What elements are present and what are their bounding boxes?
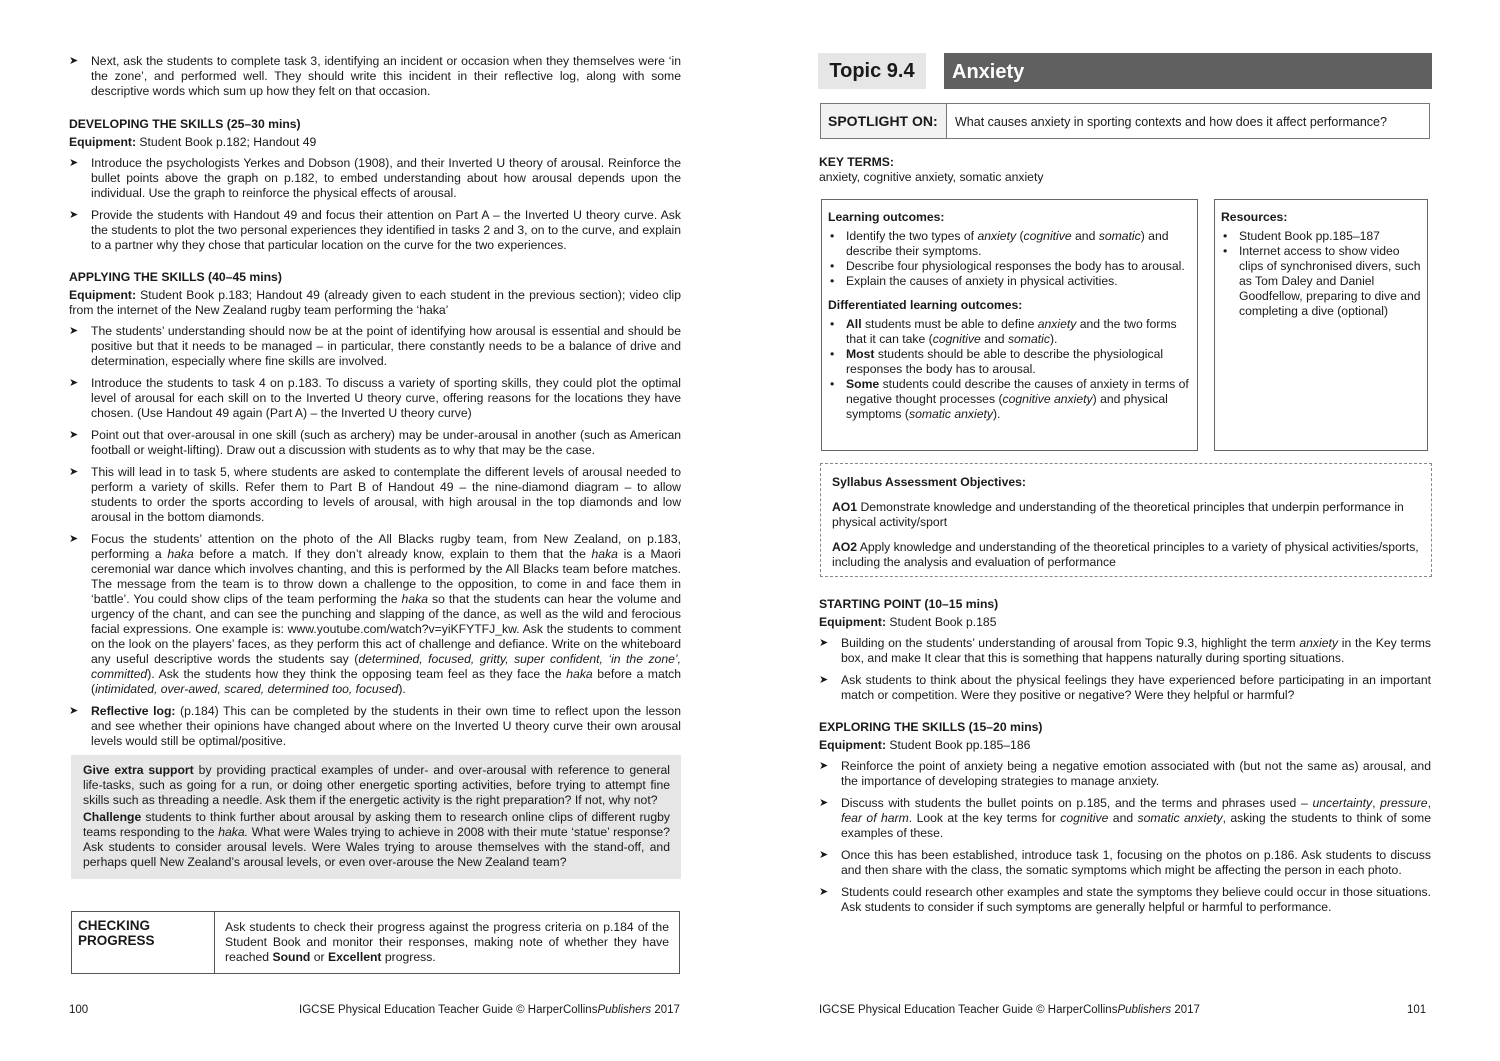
- key-terms-label: KEY TERMS:: [819, 155, 894, 169]
- list-item: ➤ Ask students to think about the physical feelings they have experienced before participating in an important match or competition. Were they positive or negative? Were they helpful or harmful?: [819, 673, 1431, 702]
- syllabus-heading: Syllabus Assessment Objectives:: [832, 475, 1026, 489]
- starting-equipment: Equipment: Student Book p.185: [819, 615, 997, 629]
- list-item: ➤ Once this has been established, introduce task 1, focusing on the photos on p.186. Ask students to discuss and then share with the class, the somatic symptoms which might be affecting the person in each photo.: [819, 848, 1431, 877]
- arrow-bullet-icon: ➤: [69, 55, 79, 67]
- arrow-bullet-icon: ➤: [69, 429, 79, 441]
- page-number: 100: [69, 1004, 89, 1016]
- ao2-text: AO2 Apply knowledge and understanding of the theoretical principles to a variety of physical activities/sports, including the analysis and evaluation of performance: [832, 540, 1419, 569]
- list-item: • Some students could describe the causes of anxiety in terms of negative thought processes (cognitive anxiety) and physical symptoms (somatic anxiety).: [828, 377, 1191, 422]
- arrow-bullet-icon: ➤: [69, 705, 79, 717]
- list-item: ➤ Building on the students’ understanding of arousal from Topic 9.3, highlight the term anxiety in the Key terms box, and make It clear that this is something that happens naturally during sporting situations.: [819, 636, 1431, 665]
- learning-outcomes-list: [828, 229, 1191, 289]
- list-item: • All students must be able to define anxiety and the two forms that it can take (cognitive and somatic).: [828, 317, 1191, 347]
- starting-heading: STARTING POINT (10–15 mins): [819, 597, 999, 611]
- left-content: [69, 54, 681, 756]
- arrow-bullet-icon: ➤: [69, 209, 79, 221]
- differentiated-list: [828, 317, 1191, 422]
- syllabus-box: [820, 463, 1432, 577]
- arrow-bullet-icon: ➤: [819, 637, 829, 649]
- learning-outcomes-heading: Learning outcomes:: [828, 210, 945, 224]
- arrow-bullet-icon: ➤: [819, 797, 829, 809]
- list-item: • Explain the causes of anxiety in physical activities.: [828, 274, 1191, 289]
- arrow-bullet-icon: ➤: [819, 886, 829, 898]
- arrow-bullet-icon: ➤: [819, 760, 829, 772]
- haka-bullet: ➤ Focus the students’ attention on the photo of the All Blacks rugby team, from New Zealand, on p.183, performing a haka before a match. If they don’t already know, explain to them that the haka is a Maori ceremonial war dance which involves chanting, and this is performed by the All Blacks team before matches. The message from the team is to throw down a challenge to the opposition, to come in and face them in ‘battle’. You could show clips of the team performing the haka so that the students can hear the volume and urgency of the chant, and can see the punching and slapping of the dance, as well as the wild and ferocious facial expressions. One example is: www.youtube.com/watch?v=yiKFYTFJ_kw. Ask the students to comment on the look on the players’ faces, as they perform this act of challenge and defiance. Write on the whiteboard any useful descriptive words the students say (determined, focused, gritty, super confident, ‘in the zone’, committed). Ask the students how they think the opposing team feel as they face the haka before a match (intimidated, over-awed, scared, determined too, focused).: [69, 532, 682, 696]
- page-number: 101: [1407, 1004, 1427, 1016]
- checking-progress-label: CHECKING PROGRESS: [72, 912, 215, 973]
- resources-heading: Resources:: [1221, 210, 1288, 224]
- list-item: ➤ Introduce the psychologists Yerkes and Dobson (1908), and their Inverted U theory of arousal. Reinforce the bullet points above the graph on p.182, to embed understanding about how arousal depends upon the individual. Use the graph to reinforce the physical effects of arousal.: [69, 156, 681, 200]
- list-item: ➤ Introduce the students to task 4 on p.183. To discuss a variety of sporting skills, they could plot the optimal level of arousal for each skill on to the Inverted U theory curve, offering reasons for the locations they have chosen. (Use Handout 49 again (Part A) – the Inverted U theory curve): [69, 376, 681, 420]
- list-item: • Identify the two types of anxiety (cognitive and somatic) and describe their symptoms.: [828, 229, 1191, 259]
- checking-progress-box: [71, 911, 680, 974]
- list-item: ➤ This will lead in to task 5, where students are asked to contemplate the different levels of arousal needed to perform a variety of skills. Refer them to Part B of Handout 49 – the nine-diamond diagram – to allow students to order the sports according to levels of arousal, with high arousal in the top diamonds and low arousal in the bottom diamonds.: [69, 465, 681, 524]
- list-item: ➤ Provide the students with Handout 49 and focus their attention on Part A – the Inverted U theory curve. Ask the students to plot the two personal experiences they identified in tasks 2 and 3, on to the curve, and explain to a partner why they chose that particular location on the curve for the two experiences.: [69, 208, 681, 252]
- challenge-text: Challenge students to think further about arousal by asking them to research online clips of different rugby teams responding to the haka. What were Wales trying to achieve in 2008 with their mute ‘statue’ response? Ask students to consider arousal levels. Were Wales trying to arouse themselves with the stand-off, and perhaps quell New Zealand’s arousal levels, or even over-arouse the New Zealand team?: [83, 810, 670, 869]
- list-item: ➤ Reinforce the point of anxiety being a negative emotion associated with (but not the same as) arousal, and the importance of developing strategies to manage anxiety.: [819, 759, 1431, 788]
- list-item: • Internet access to show video clips of synchronised divers, such as Tom Daley and Daniel Goodfellow, preparing to dive and completing a dive (optional): [1221, 244, 1421, 319]
- arrow-bullet-icon: ➤: [69, 157, 79, 169]
- resources-box: [1214, 199, 1428, 451]
- exploring-heading: EXPLORING THE SKILLS (15–20 mins): [819, 720, 1043, 734]
- spotlight-box: [820, 103, 1430, 139]
- applying-heading: APPLYING THE SKILLS (40–45 mins): [69, 270, 282, 284]
- list-item: ➤ Students could research other examples and state the symptoms they believe could occur in those situations. Ask students to consider if such symptoms are generally helpful or harmful to performance.: [819, 885, 1431, 914]
- arrow-bullet-icon: ➤: [819, 674, 829, 686]
- arrow-bullet-icon: ➤: [69, 533, 79, 545]
- differentiated-heading: Differentiated learning outcomes:: [828, 298, 1023, 312]
- intro-bullet: ➤ Next, ask the students to complete task 3, identifying an incident or occasion when they themselves were ‘in the zone’, and performed well. They should write this incident in their reflective log, along with some descriptive words which sum up how they felt on that occasion.: [69, 54, 681, 98]
- resources-list: [1221, 229, 1421, 319]
- right-page: [750, 0, 1500, 1061]
- spotlight-label: SPOTLIGHT ON:: [821, 104, 947, 138]
- key-terms-text: anxiety, cognitive anxiety, somatic anxiety: [819, 170, 1044, 184]
- list-item: ➤ Point out that over-arousal in one skill (such as archery) may be under-arousal in another (such as American football or weight-lifting). Draw out a discussion with students as to why that may be the case.: [69, 428, 681, 457]
- footer-credit: IGCSE Physical Education Teacher Guide © HarperCollinsPublishers 2017: [299, 1004, 680, 1016]
- reflective-log-bullet: ➤ Reflective log: (p.184) This can be completed by the students in their own time to reflect upon the lesson and see whether their opinions have changed about where on the Inverted U theory curve their own arousal levels would still be optimal/positive.: [69, 704, 681, 748]
- list-item: • Describe four physiological responses the body has to arousal.: [828, 259, 1191, 274]
- developing-heading: DEVELOPING THE SKILLS (25–30 mins): [69, 117, 301, 131]
- spotlight-text: What causes anxiety in sporting contexts and how does it affect performance?: [955, 115, 1387, 129]
- list-item: • Most students should be able to describe the physiological responses the body has to arousal.: [828, 347, 1191, 377]
- topic-header: [818, 53, 1500, 89]
- extra-support-text: Give extra support by providing practical examples of under- and over-arousal with reference to general life-tasks, such as going for a run, or doing other energetic sporting activities, before trying to attempt fine skills such as threading a needle. Ask them if the energetic activity is the right preparation? If not, why not?: [83, 763, 670, 807]
- arrow-bullet-icon: ➤: [819, 849, 829, 861]
- arrow-bullet-icon: ➤: [69, 377, 79, 389]
- support-box: [71, 755, 681, 879]
- arrow-bullet-icon: ➤: [69, 325, 79, 337]
- right-lower-content: [819, 597, 1431, 922]
- key-terms: [819, 155, 1431, 185]
- list-item: ➤ Discuss with students the bullet points on p.185, and the terms and phrases used – uncertainty, pressure, fear of harm. Look at the key terms for cognitive and somatic anxiety, asking the students to think of some examples of these.: [819, 796, 1431, 840]
- applying-equipment: Equipment: Student Book p.183; Handout 49 (already given to each student in the previous section); video clip from the internet of the New Zealand rugby team performing the ‘haka’: [69, 288, 681, 317]
- topic-number: Topic 9.4: [818, 53, 926, 89]
- footer-credit: IGCSE Physical Education Teacher Guide © HarperCollinsPublishers 2017: [819, 1004, 1200, 1016]
- exploring-equipment: Equipment: Student Book pp.185–186: [819, 738, 1031, 752]
- developing-equipment: Equipment: Student Book p.182; Handout 49: [69, 135, 317, 149]
- arrow-bullet-icon: ➤: [69, 466, 79, 478]
- list-item: ➤ The students’ understanding should now be at the point of identifying how arousal is essential and should be positive but that it needs to be managed – in particular, there constantly needs to be a balance of drive and determination, especially where fine skills are involved.: [69, 324, 681, 368]
- list-item: • Student Book pp.185–187: [1221, 229, 1421, 244]
- ao1-text: AO1 Demonstrate knowledge and understanding of the theoretical principles that underpin performance in physical activity/sport: [832, 500, 1404, 529]
- checking-progress-text: Ask students to check their progress against the progress criteria on p.184 of the Student Book and monitor their responses, making note of whether they have reached Sound or Excellent progress.: [225, 920, 669, 964]
- learning-outcomes-box: [821, 199, 1198, 451]
- topic-title: Anxiety: [944, 53, 1432, 89]
